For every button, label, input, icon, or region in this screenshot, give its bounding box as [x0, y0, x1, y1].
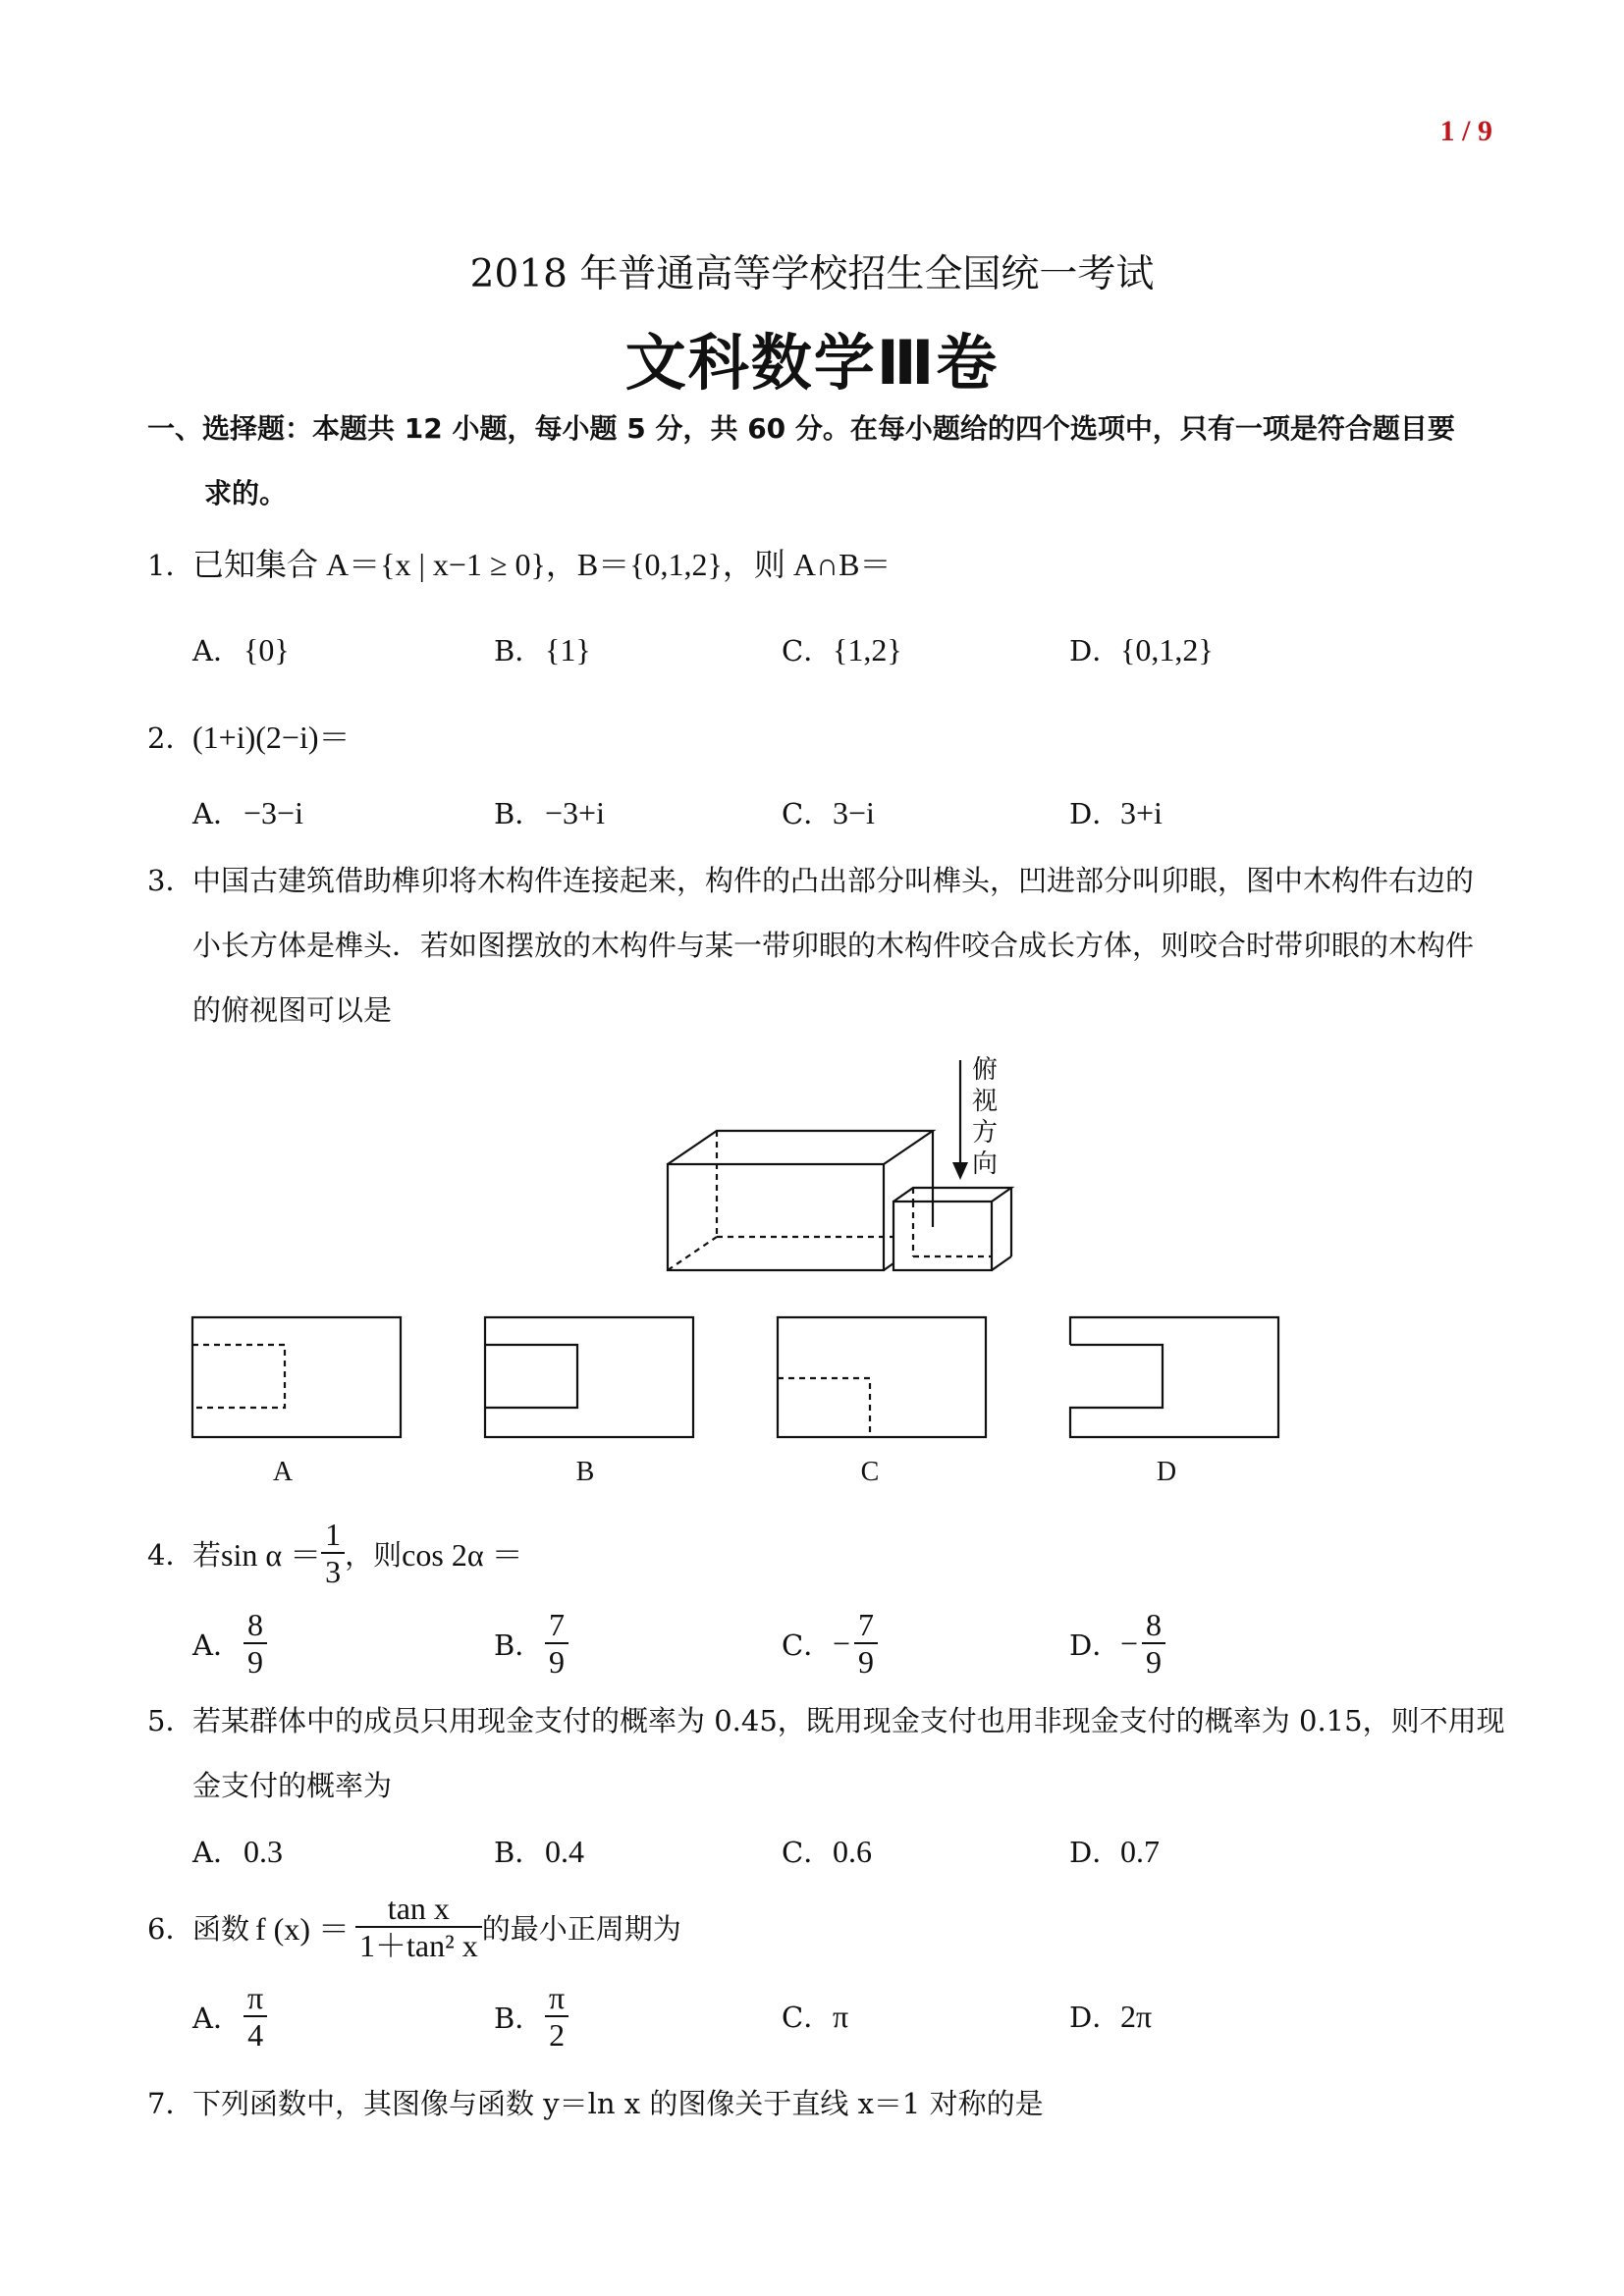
option-c: C．π: [782, 1999, 849, 2034]
option-d: D．2π: [1069, 1999, 1153, 2034]
paper-title: 文科数学Ⅲ卷: [624, 327, 1000, 399]
question-1: [147, 532, 1512, 598]
question-5-line2: 金支付的概率为: [192, 1769, 393, 1802]
option-c: C．0.6: [782, 1834, 872, 1869]
question-number: 3．: [147, 864, 194, 897]
option-b: B．−3+i: [494, 795, 605, 830]
option-d: D． − $\frac{8}{9}$: [1069, 1602, 1165, 1684]
option-a: A．0.3: [192, 1834, 283, 1869]
question-number: 2．: [147, 721, 194, 755]
question-6: 6． 函数 f (x) ＝ $\frac{\text{tan x}}{\text{1＋tan² x}}$ 的最小正周期为: [147, 1891, 681, 1963]
option-a: A． $\frac{\pi}{4}$: [192, 1975, 267, 2057]
option-b: B． $\frac{7}{9}$: [494, 1602, 568, 1684]
option-a: A．−3−i: [192, 795, 303, 830]
question-number: 6．: [147, 1911, 194, 1946]
question-text: 下列函数中，其图像与函数 y＝ln x 的图像关于直线 x＝1 对称的是: [192, 2087, 1044, 2120]
question-4: 4． 若 sin α ＝ $\frac{1}{3}$ ，则 cos 2α ＝: [147, 1517, 523, 1589]
question-text: (1+i)(2−i)＝: [192, 720, 351, 755]
section-heading-cont: 求的。: [204, 477, 288, 509]
question-3: [147, 848, 1512, 913]
figure-label-c: C: [860, 1457, 880, 1487]
option-d: D．3+i: [1069, 795, 1163, 830]
option-a: A．{0}: [192, 632, 290, 667]
option-b: B．{1}: [494, 632, 591, 667]
question-5: [147, 1688, 1512, 1753]
option-c: C．3−i: [782, 795, 875, 830]
figure-label-d: D: [1156, 1457, 1177, 1487]
question-text: 中国古建筑借助榫卯将木构件连接起来，构件的凸出部分叫榫头，凹进部分叫卯眼，图中木构件右边的: [192, 864, 1475, 897]
question-7: [147, 2071, 1512, 2136]
question-text: 若某群体中的成员只用现金支付的概率为 0.45，既用现金支付也用非现金支付的概率为 0.15，则不用现: [192, 1704, 1505, 1737]
question-number: 7．: [147, 2087, 194, 2120]
option-figure-a: [187, 1311, 412, 1449]
figure-label-a: A: [272, 1457, 294, 1487]
option-b: B． $\frac{\pi}{2}$: [494, 1975, 568, 2057]
question-number: 5．: [147, 1704, 194, 1737]
question-text: 已知集合 A＝{x | x−1 ≥ 0}，B＝{0,1,2}，则 A∩B＝: [192, 547, 892, 582]
question-3-line3: 的俯视图可以是: [192, 993, 393, 1027]
section-heading: 一、选择题：本题共 12 小题，每小题 5 分，共 60 分。在每小题给的四个选项中，只有一项是符合题目要: [147, 412, 1455, 445]
option-c: C．{1,2}: [782, 632, 902, 667]
option-figure-d: [1064, 1311, 1290, 1449]
question-3-line2: 小长方体是榫头．若如图摆放的木构件与某一带卯眼的木构件咬合成长方体，则咬合时带卯眼的木构件: [192, 929, 1475, 962]
option-c: C． − $\frac{7}{9}$: [782, 1602, 878, 1684]
option-a: A． $\frac{8}{9}$: [192, 1602, 267, 1684]
figure-label-b: B: [575, 1457, 595, 1487]
fraction: $\frac{\text{tan x}}{\text{1＋tan² x}}$: [355, 1891, 482, 1963]
question-number: 1．: [147, 549, 194, 582]
option-b: B．0.4: [494, 1834, 584, 1869]
question-2: [147, 705, 1512, 771]
option-figure-b: [479, 1311, 705, 1449]
option-d: D．{0,1,2}: [1069, 632, 1214, 667]
fraction: $\frac{1}{3}$: [321, 1517, 345, 1589]
question-number: 4．: [147, 1537, 194, 1572]
view-direction-label: 俯 视 方 向: [971, 1055, 998, 1179]
option-d: D．0.7: [1069, 1834, 1160, 1869]
arrow-down-icon: [952, 1162, 968, 1180]
option-figure-c: [772, 1311, 998, 1449]
page-number: 1 / 9: [1439, 115, 1492, 147]
exam-title: 2018 年普通高等学校招生全国统一考试: [469, 252, 1155, 296]
